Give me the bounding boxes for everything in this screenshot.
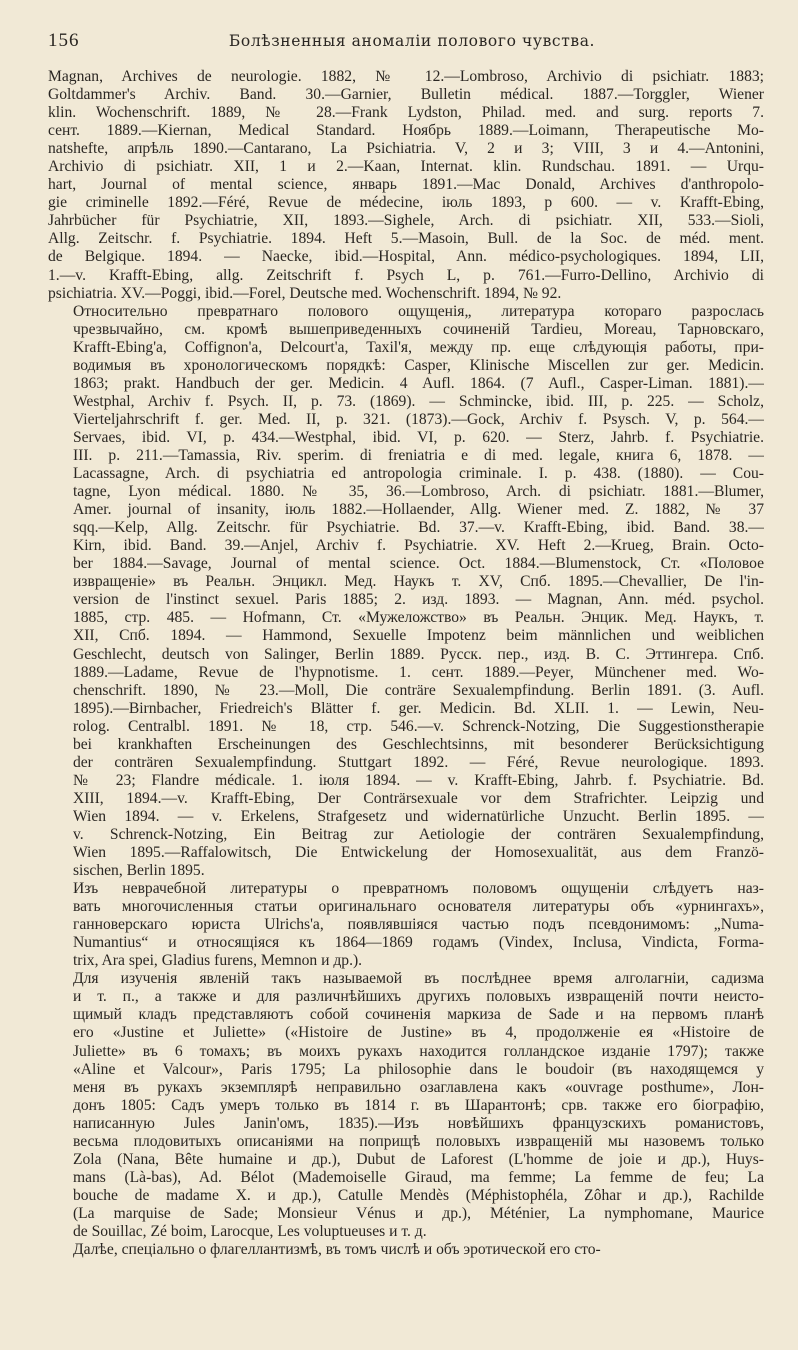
paragraph — [48, 303, 764, 881]
text-line: sqq.—Kelp, Allg. Zeitschr. für Psychiatrie. Bd. 37.—v. Krafft-Ebing, ibid. Band. 38.— — [72, 519, 764, 537]
text-line: чрезвычайно, см. кромѣ вышеприведенныхъ сочиненій Tardieu, Moreau, Тарновскаго, — [72, 320, 764, 338]
text-line: весьма плодовитыхъ описаніями на поприщѣ половыхъ извращеній мы назовемъ только — [72, 1132, 764, 1150]
text-line: Allg. Zeitschr. f. Psychiatrie. 1894. Heft 5.—Masoin, Bull. de la Soc. de méd. ment. — [48, 230, 764, 248]
text-line: natshefte, апрѣль 1890.—Cantarano, La Psichiatria. V, 2 и 3; VIII, 3 и 4.—Antonini, — [48, 140, 764, 158]
text-line: Изъ неврачебной литературы о превратномъ половомъ ощущеніи слѣдуетъ наз- — [72, 880, 764, 898]
text-line: Magnan, Archives de neurologie. 1882, № 12.—Lombroso, Archivio di psichiatr. 1883; — [48, 68, 764, 85]
text-line: hart, Journal of mental science, январь 1891.—Mac Donald, Archives d'anthropolo- — [48, 176, 764, 194]
text-line: сент. 1889.—Kiernan, Medical Standard. Ноябрь 1889.—Loimann, Therapeutische Mo- — [48, 122, 764, 140]
text-line: Jahrbücher für Psychiatrie, XII, 1893.—Sighele, Arch. di psichiatr. XII, 533.—Sioli, — [48, 212, 764, 230]
text-line: Archivio di psichiatr. XII, 1 и 2.—Kaan, Internat. klin. Rundschau. 1891. — Urqu- — [48, 158, 764, 176]
text-line: gie criminelle 1892.—Féré, Revue de médecine, іюль 1893, p 600. — v. Krafft-Ebing, — [48, 194, 764, 212]
text-line: щимый кладъ представляютъ собой сочиненія маркиза de Sade и на первомъ планѣ — [72, 1006, 764, 1024]
paragraph — [48, 68, 764, 303]
text-line: sischen, Berlin 1895. — [72, 862, 205, 880]
text-line: Zola (Nana, Bête humaine и др.), Dubut de Laforest (L'homme de joie и др.), Huys- — [72, 1150, 764, 1168]
text-line: bouche de madame X. и др.), Catulle Mendès (Méphistophéla, Zôhar и др.), Rachilde — [72, 1186, 764, 1204]
text-line: 1889.—Ladame, Revue de l'hypnotisme. 1. сент. 1889.—Peyer, Münchener med. Wo- — [72, 663, 764, 681]
text-line: извращеніе» въ Реальн. Энцикл. Мед. Наукъ т. XV, Спб. 1895.—Chevallier, De l'in- — [72, 573, 764, 591]
paragraph — [48, 1241, 764, 1259]
text-line: v. Schrenck-Notzing, Ein Beitrag zur Aetiologie der conträren Sexualempfindung, — [72, 825, 764, 843]
text-line: Numantius“ и относящіяся къ 1864—1869 годамъ (Vindex, Inclusa, Vindicta, Forma- — [72, 934, 764, 952]
text-line: 1.—v. Krafft-Ebing, allg. Zeitschrift f. Psych L, p. 761.—Furro-Dellino, Archivio di — [48, 266, 764, 284]
page-header — [48, 30, 764, 62]
paragraph — [48, 880, 764, 970]
text-line: XIII, 1894.—v. Krafft-Ebing, Der Conträrsexuale vor dem Strafrichter. Leipzig und — [72, 789, 764, 807]
text-line: 1885, стр. 485. — Hofmann, Ст. «Мужеложство» въ Реальн. Энцик. Мед. Наукъ, т. — [72, 609, 764, 627]
text-line: (La marquise de Sade; Monsieur Vénus и др.), Méténier, La nymphomane, Maurice — [72, 1204, 764, 1222]
page-number: 156 — [48, 30, 80, 51]
text-line: III. p. 211.—Tamassia, Riv. sperim. di freniatria e di med. legale, книга 6, 1878. — — [72, 446, 764, 464]
text-line: de Souillac, Zé boim, Larocque, Les voluptueuses и т. д. — [72, 1223, 427, 1240]
text-line: Для изученія явленій такъ называемой въ послѣднее время алголагніи, садизма — [72, 970, 764, 988]
text-line: Krafft-Ebing'а, Coffignon'а, Delcourt'а, Taxil'я, между пр. еще слѣдующія работы, при- — [72, 338, 764, 356]
text-line: 1895).—Birnbacher, Friedreich's Blätter f. ger. Medicin. Bd. XLII. 1. — Lewin, Neu- — [72, 699, 764, 717]
text-line: Amer. journal of insanity, іюль 1882.—Hollaender, Allg. Wiener med. Z. 1882, № 37 — [72, 501, 764, 519]
running-title: Болѣзненныя аномаліи полового чувства. — [228, 32, 596, 50]
text-line: bei krankhaften Erscheinungen des Geschlechtsinns, mit besonderer Berücksichtigung — [72, 735, 764, 753]
text-line: Westphal, Archiv f. Psych. II, p. 73. (1869). — Schmincke, ibid. III, p. 225. — Scholz, — [72, 392, 764, 410]
text-line: Wien 1894. — v. Erkelens, Strafgesetz und widernatürliche Unzucht. Berlin 1895. — — [72, 807, 764, 825]
text-line: psichiatria. XV.—Poggi, ibid.—Forel, Deutsche med. Wochenschrift. 1894, № 92. — [48, 284, 562, 302]
text-line: tagne, Lyon médical. 1880. № 35, 36.—Lombroso, Arch. di psichiatr. 1881.—Blumer, — [72, 483, 764, 501]
text-line: ганноверскаго юриста Ulrichs'а, появлявшіяся частью подъ псевдонимомъ: „Numa- — [72, 916, 764, 934]
text-line: rolog. Centralbl. 1891. № 18, стр. 546.—v. Schrenck-Notzing, Die Suggestionstherapie — [72, 717, 764, 735]
text-line: chenschrift. 1890, № 23.—Moll, Die conträre Sexualempfindung. Berlin 1891. (3. Aufl. — [72, 681, 764, 699]
text-line: Vierteljahrschrift f. ger. Med. II, p. 321. (1873).—Gock, Archiv f. Psysch. V, p. 564.— — [72, 410, 764, 428]
text-line: Kirn, ibid. Band. 39.—Anjel, Archiv f. Psychiatrie. XV. Heft 2.—Krueg, Brain. Octo- — [72, 537, 764, 555]
text-line: der conträren Sexualempfindung. Stuttgart 1892. — Féré, Revue neurologique. 1893. — [72, 753, 764, 771]
text-line: Goltdammer's Archiv. Band. 30.—Garnier, Bulletin médical. 1887.—Torggler, Wiener — [48, 86, 764, 104]
text-line: № 23; Flandre médicale. 1. іюля 1894. — v. Krafft-Ebing, Jahrb. f. Psychiatrie. Bd. — [72, 771, 764, 789]
text-line: Wien 1895.—Raffalowitsch, Die Entwickelung der Homosexualität, aus dem Franzö- — [72, 844, 764, 862]
text-line: донъ 1805: Садъ умеръ только въ 1814 г. въ Шарантонѣ; срв. также его біографію, — [72, 1096, 764, 1114]
text-line: вать многочисленныя статьи оригинальнаго основателя литературы объ «урнингахъ», — [72, 898, 764, 916]
text-line: mans (Là-bas), Ad. Bélot (Mademoiselle Giraud, ma femme; La femme de feu; La — [72, 1168, 764, 1186]
text-line: trix, Ara spei, Gladius furens, Memnon и др.). — [72, 952, 363, 970]
body-text — [48, 68, 764, 1259]
text-line: 1863; prakt. Handbuch der ger. Medicin. 4 Aufl. 1864. (7 Aufl., Casper-Liman. 1881).— — [72, 374, 764, 392]
text-line: Далѣе, спеціально о флагеллантизмѣ, въ томъ числѣ и объ эротической его сто- — [72, 1241, 601, 1259]
text-line: Geschlecht, deutsch von Salinger, Berlin 1889. Русск. пер., изд. В. С. Эттингера. Спб. — [72, 645, 764, 663]
text-line: меня въ рукахъ экземплярѣ неправильно озаглавлена какъ «ouvrage posthume», Лон- — [72, 1078, 764, 1096]
text-line: водимыя въ хронологическомъ порядкѣ: Casper, Klinische Miscellen zur ger. Medicin. — [72, 356, 764, 374]
text-line: version de l'instinct sexuel. Paris 1885; 2. изд. 1893. — Magnan, Ann. méd. psychol. — [72, 591, 764, 609]
text-line: de Belgique. 1894. — Naecke, ibid.—Hospital, Ann. médico-psychologiques. 1894, LII, — [48, 248, 764, 266]
text-line: Lacassagne, Arch. di psychiatria ed antropologia criminale. I. p. 438. (1880). — Cou- — [72, 465, 764, 483]
text-line: klin. Wochenschrift. 1889, № 28.—Frank Lydston, Philad. med. and surg. reports 7. — [48, 104, 764, 122]
text-line: XII, Спб. 1894. — Hammond, Sexuelle Impotenz beim männlichen und weiblichen — [72, 627, 764, 645]
paragraph — [48, 970, 764, 1241]
text-line: «Aline et Valcour», Paris 1795; La philosophie dans le boudoir (въ находящемся у — [72, 1060, 764, 1078]
text-line: Относительно превратнаго полового ощущенія„ литература котораго разрослась — [72, 302, 764, 320]
text-line: Juliette» въ 6 томахъ; въ моихъ рукахъ находится голландское изданіе 1797); также — [72, 1042, 764, 1060]
text-line: написанную Jules Janin'омъ, 1835).—Изъ новѣйшихъ французскихъ романистовъ, — [72, 1114, 764, 1132]
text-line: его «Justine et Juliette» («Histoire de Justine» въ 4, продолженіе ея «Histoire de — [72, 1024, 764, 1042]
text-line: ber 1884.—Savage, Journal of mental science. Oct. 1884.—Blumenstock, Ст. «Половое — [72, 555, 764, 573]
text-line: и т. п., а также и для различнѣйшихъ другихъ половыхъ извращеній почти неисто- — [72, 988, 764, 1006]
text-line: Servaes, ibid. VI, p. 434.—Westphal, ibid. VI, p. 620. — Sterz, Jahrb. f. Psychiatrie. — [72, 428, 764, 446]
